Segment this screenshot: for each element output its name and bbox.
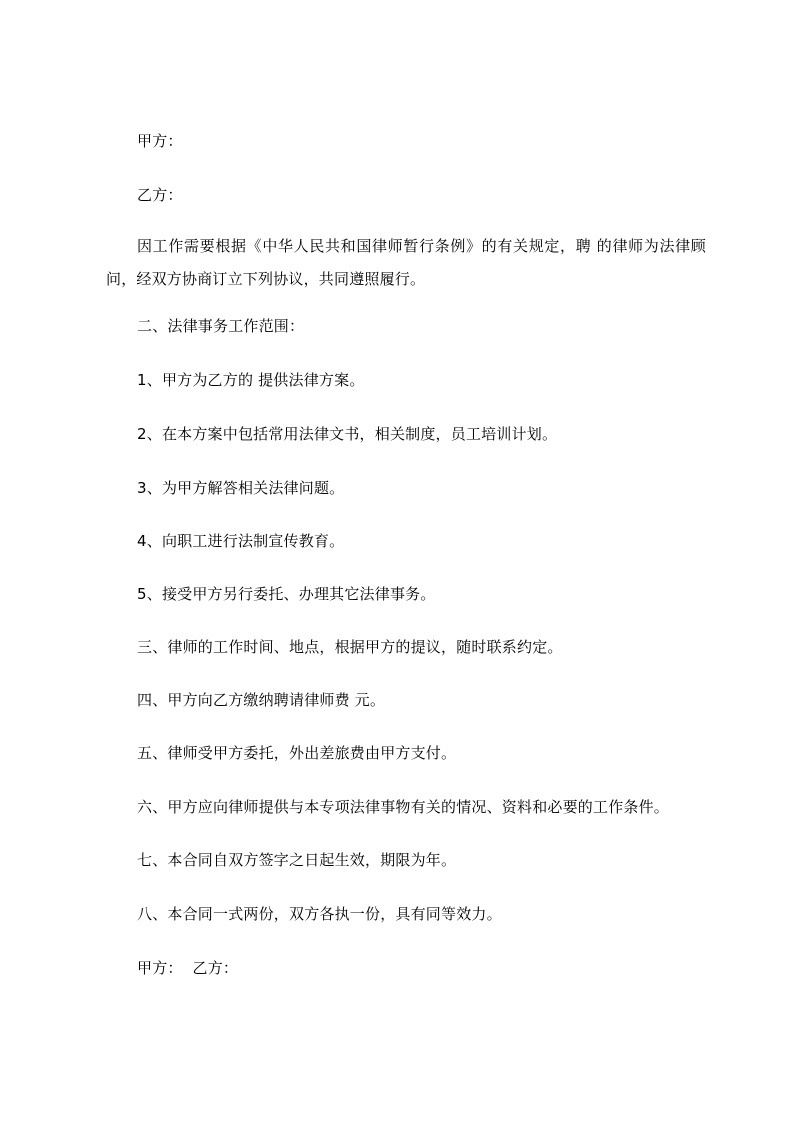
signature-line: 甲方： 乙方： [137,959,239,977]
scope-item-3: 3、为甲方解答相关法律问题。 [137,479,345,497]
section-7: 七、本合同自双方签字之日起生效，期限为年。 [137,851,457,869]
section-8: 八、本合同一式两份，双方各执一份，具有同等效力。 [137,905,502,923]
scope-item-1: 1、甲方为乙方的 提供法律方案。 [137,371,365,389]
section-4: 四、甲方向乙方缴纳聘请律师费 元。 [137,691,386,709]
scope-item-2: 2、在本方案中包括常用法律文书，相关制度，员工培训计划。 [137,425,558,443]
section-6: 六、甲方应向律师提供与本专项法律事物有关的情况、资料和必要的工作条件。 [137,798,670,816]
party-b-label: 乙方： [137,186,183,204]
scope-item-4: 4、向职工进行法制宣传教育。 [137,532,345,550]
section-3: 三、律师的工作时间、地点，根据甲方的提议，随时联系约定。 [137,638,563,656]
scope-item-5: 5、接受甲方另行委托、办理其它法律事务。 [137,585,436,603]
section-2-title: 二、法律事务工作范围： [137,317,305,335]
party-a-label: 甲方： [137,132,183,150]
intro-paragraph: 因工作需要根据《中华人民共和国律师暂行条例》的有关规定，聘 的律师为法律顾问，经双方协商订立下列协议，共同遵照履行。 [106,237,706,288]
section-5: 五、律师受甲方委托，外出差旅费由甲方支付。 [137,744,457,762]
